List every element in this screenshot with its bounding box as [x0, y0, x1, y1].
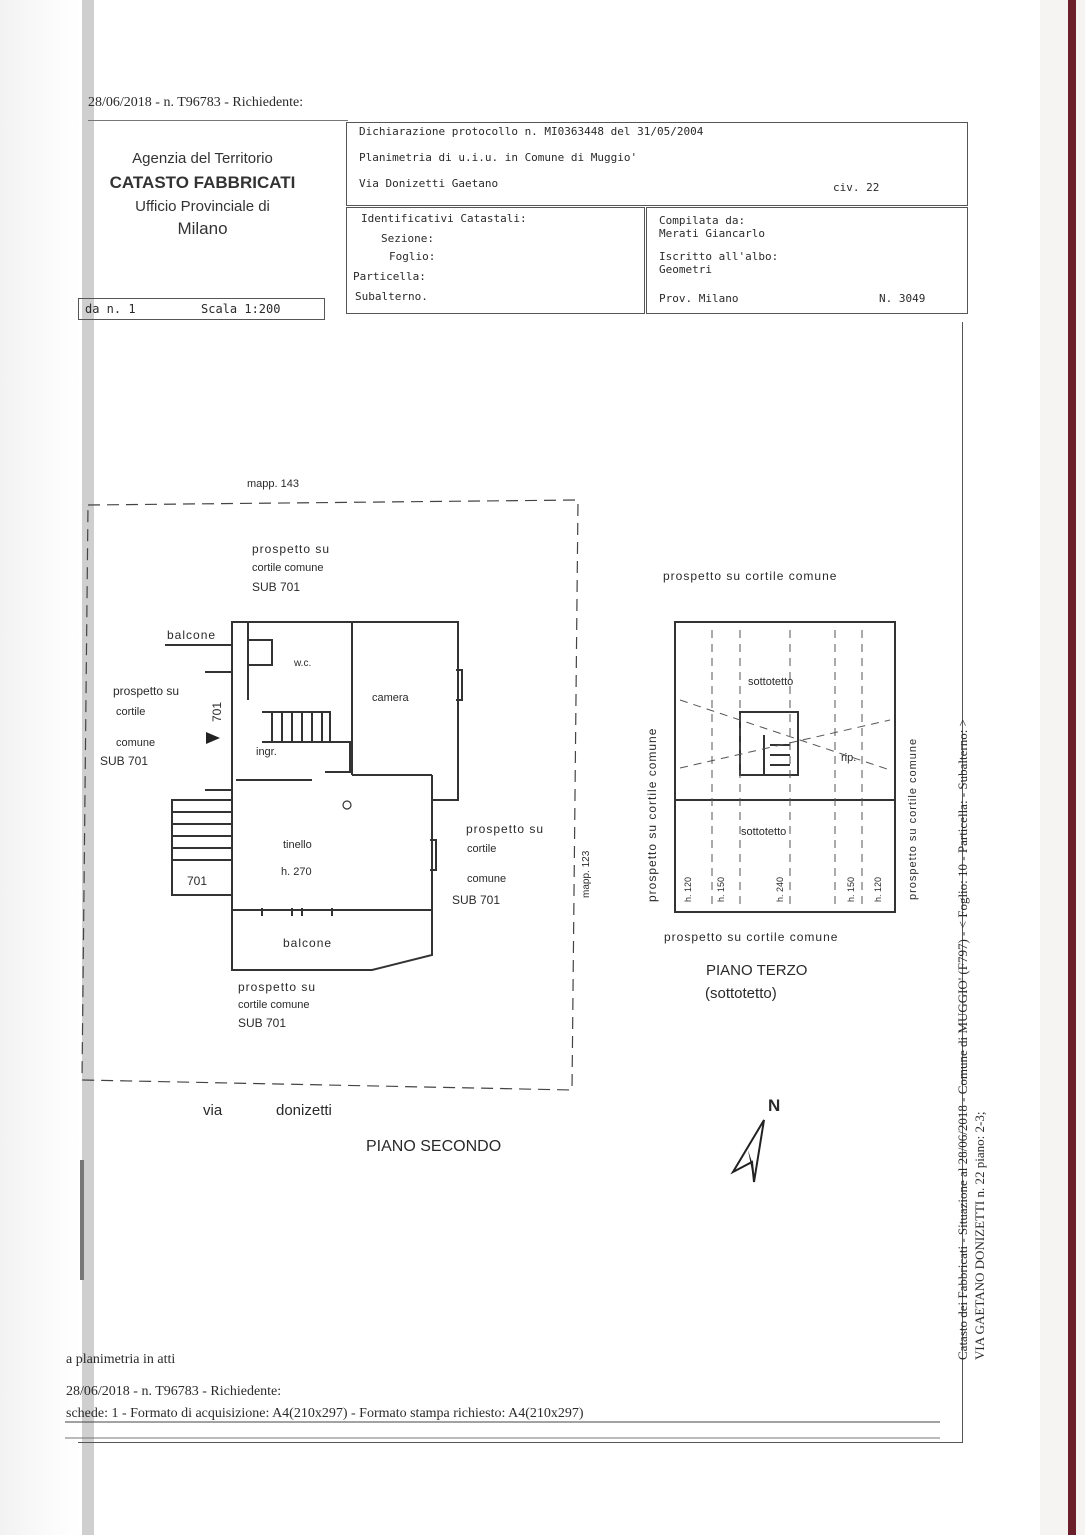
left-facade-label-2: cortile — [116, 706, 146, 718]
civic-number: civ. 22 — [833, 181, 880, 194]
footer-planimetria: a planimetria in atti — [66, 1352, 176, 1367]
side-catasto-line: Catasto dei Fabbricati - Situazione al 28/06/2018 - Comune di MUGGIO' (F797) - < Foglio: 10 - Particella: - Subalterno: > — [955, 719, 970, 1360]
identifiers-title: Identificativi Catastali: — [361, 212, 527, 225]
subalterno-label: Subalterno. — [355, 290, 428, 303]
top-facade-label-3: SUB 701 — [252, 580, 301, 594]
agency-name: Agenzia del Territorio — [132, 150, 273, 167]
scheda-number: da n. 1 — [85, 302, 136, 316]
province-value: Prov. Milano — [659, 292, 739, 305]
third-top-facade-label: prospetto su cortile comune — [663, 569, 838, 583]
third-right-facade-label: prospetto su cortile comune — [907, 737, 919, 900]
north-arrow — [733, 1120, 764, 1182]
second-floor-walls — [165, 622, 462, 970]
sezione-label: Sezione: — [381, 232, 434, 245]
iscritto-label: Iscritto all'albo: — [659, 250, 779, 263]
height-label: h. 270 — [281, 866, 312, 878]
top-facade-label-1: prospetto su — [252, 542, 331, 556]
third-floor-subtitle: (sottotetto) — [705, 985, 777, 1002]
request-line: 28/06/2018 - n. T96783 - Richiedente: — [88, 95, 304, 110]
right-facade-label-4: SUB 701 — [452, 893, 501, 907]
street-label-name: donizetti — [276, 1102, 332, 1119]
footer-request-line: 28/06/2018 - n. T96783 - Richiedente: — [66, 1384, 282, 1399]
compilata-label: Compilata da: — [659, 214, 746, 227]
mapp-right-label: mapp. 123 — [581, 850, 592, 898]
entrance-arrow — [206, 732, 220, 744]
bottom-facade-label-3: SUB 701 — [238, 1016, 287, 1030]
agency-office: Ufficio Provinciale di — [135, 198, 270, 215]
third-floor-height-lines — [680, 630, 890, 905]
right-facade-label-3: comune — [467, 873, 507, 885]
registration-number: N. 3049 — [879, 292, 926, 305]
wc-label: w.c. — [294, 658, 312, 669]
stair-sub-label: 701 — [187, 874, 208, 888]
address-line: Via Donizetti Gaetano — [359, 177, 499, 190]
bottom-facade-label-1: prospetto su — [238, 980, 317, 994]
drain-mark — [343, 801, 351, 809]
agency-department: CATASTO FABBRICATI — [109, 173, 296, 192]
left-facade-label-1: prospetto su — [113, 684, 180, 698]
attic-bottom-label: sottotetto — [741, 826, 787, 838]
camera-label: camera — [372, 692, 409, 704]
second-floor-title: PIANO SECONDO — [366, 1138, 502, 1155]
height-120-right: h. 120 — [873, 876, 883, 902]
balcony-top-label: balcone — [167, 628, 217, 642]
height-150-right: h. 150 — [846, 876, 856, 902]
albo-value: Geometri — [659, 263, 712, 276]
storage-label: rip. — [841, 752, 857, 764]
agency-city: Milano — [177, 219, 228, 238]
tinello-label: tinello — [283, 839, 312, 851]
third-floor-title: PIANO TERZO — [706, 962, 808, 979]
right-facade-label-2: cortile — [467, 843, 497, 855]
height-240: h. 240 — [775, 876, 785, 902]
scale-value: Scala 1:200 — [201, 302, 281, 316]
foglio-label: Foglio: — [389, 250, 436, 263]
particella-label: Particella: — [353, 270, 426, 283]
left-facade-label-3: comune — [116, 737, 156, 749]
ingresso-label: ingr. — [256, 746, 277, 758]
footer-format-line: schede: 1 - Formato di acquisizione: A4(210x297) - Formato stampa richiesto: A4(210x297) — [66, 1406, 584, 1421]
bottom-facade-label-2: cortile comune — [238, 999, 310, 1011]
mapp-top-label: mapp. 143 — [247, 478, 299, 490]
right-facade-label-1: prospetto su — [466, 822, 545, 836]
top-facade-label-2: cortile comune — [252, 562, 324, 574]
third-left-facade-label: prospetto su cortile comune — [645, 727, 659, 902]
third-bottom-facade-label: prospetto su cortile comune — [664, 930, 839, 944]
street-label-via: via — [203, 1102, 223, 1119]
planimetria-line: Planimetria di u.i.u. in Comune di Muggio' — [359, 151, 638, 164]
north-label: N — [768, 1096, 781, 1115]
protocol-line: Dichiarazione protocollo n. MI0363448 del 31/05/2004 — [359, 125, 704, 138]
height-120-left: h. 120 — [683, 876, 693, 902]
attic-top-label: sottotetto — [748, 676, 794, 688]
compiler-name: Merati Giancarlo — [659, 227, 765, 240]
stair-sub-label-vertical: 701 — [210, 701, 224, 722]
lot-boundary — [82, 500, 578, 1090]
side-address-line: VIA GAETANO DONIZETTI n. 22 piano: 2-3; — [972, 1111, 987, 1360]
left-facade-label-4: SUB 701 — [100, 754, 149, 768]
height-150-left: h. 150 — [716, 876, 726, 902]
balcony-bottom-label: balcone — [283, 936, 333, 950]
